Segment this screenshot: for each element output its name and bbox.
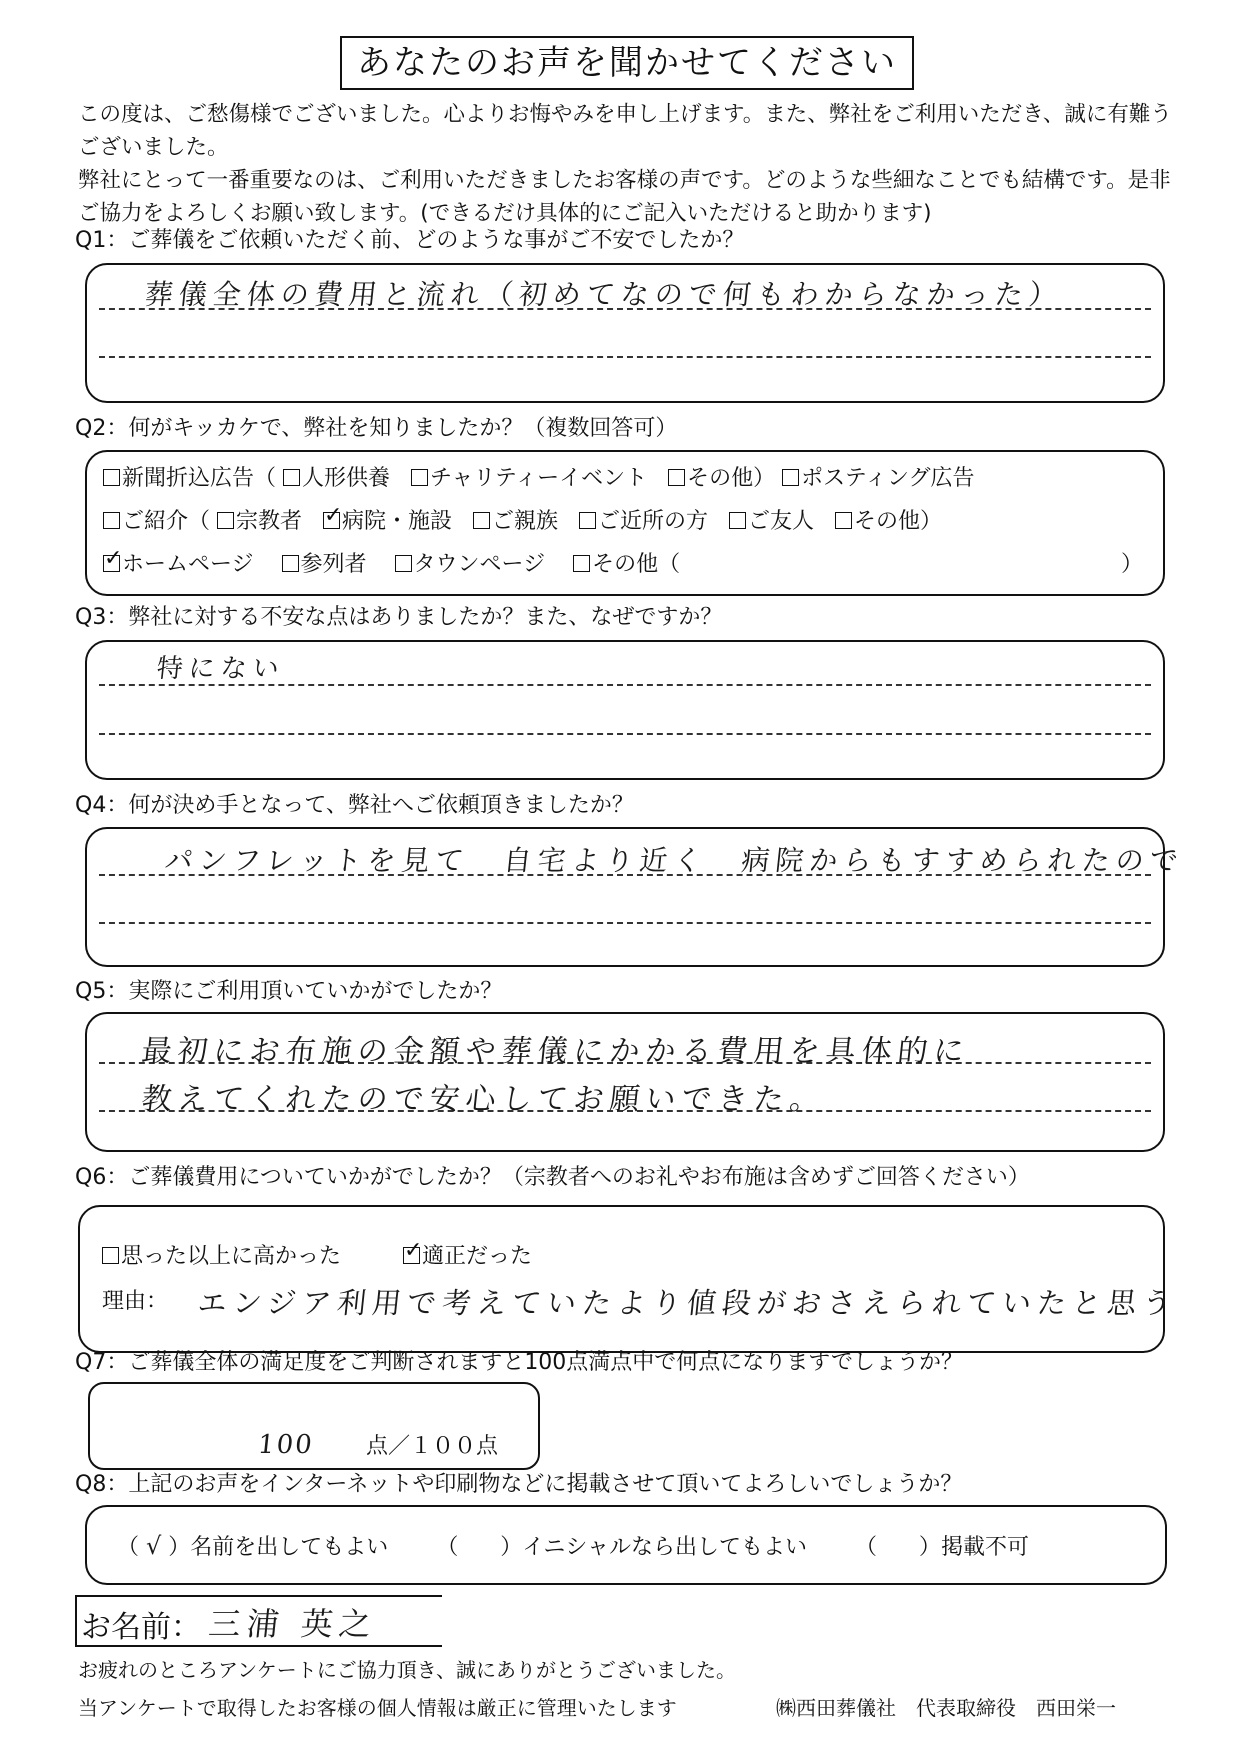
check-mark: √ <box>146 1532 162 1560</box>
q1-question: Q1：ご葬儀をご依頼いただく前、どのような事がご不安でしたか？ <box>75 228 745 253</box>
option-label: 人形供養 <box>302 466 391 491</box>
option-label: 宗教者 <box>236 509 303 534</box>
option-label: 名前を出してもよい <box>190 1535 389 1560</box>
option-label: ご友人 <box>748 509 815 534</box>
option-label: その他） <box>687 466 776 491</box>
checkbox[interactable] <box>473 512 490 529</box>
intro-paragraph-2: 弊社にとって一番重要なのは、ご利用いただきましたお客様の声です。どのような些細なことでも結構です。是非ご協力をよろしくお願い致します。(できるだけ具体的にご記入いただけると助かります) <box>78 168 1171 226</box>
checkbox[interactable] <box>782 469 799 486</box>
q4-answer-box <box>85 827 1186 967</box>
q1-answer: 葬儀全体の費用と流れ（初めてなので何もわからなかった） <box>143 278 1065 311</box>
checkbox[interactable] <box>411 469 428 486</box>
option-label: 適正だった <box>422 1244 533 1269</box>
q5-answer-line-2: 教えてくれたので安心してお願いできた。 <box>139 1082 828 1117</box>
option-label: ポスティング広告 <box>801 466 975 491</box>
q8-option-1[interactable]: （ √ ）名前を出してもよい <box>117 1532 389 1560</box>
q7-score-suffix: 点／１００点 <box>366 1434 499 1459</box>
option-label: ご親族 <box>492 509 559 534</box>
q7-question: Q7：ご葬儀全体の満足度をご判断されますと100点満点中で何点になりますでしょうか？ <box>75 1350 963 1375</box>
option-label: イニシャルなら出してもよい <box>522 1535 807 1560</box>
page-title: あなたのお声を聞かせてください <box>340 36 914 90</box>
q7-score: 100 <box>256 1430 316 1460</box>
option-label: ご近所の方 <box>598 509 709 534</box>
checkbox[interactable] <box>217 512 234 529</box>
q5-question: Q5：実際にご利用頂いていかがでしたか？ <box>75 979 503 1004</box>
option-label: チャリティーイベント <box>430 466 648 491</box>
q2-options-box <box>85 450 1165 596</box>
q8-question: Q8：上記のお声をインターネットや印刷物などに掲載させて頂いてよろしいでしょうか？ <box>75 1472 963 1497</box>
footer-company: ㈱西田葬儀社 代表取締役 西田栄一 <box>776 1696 1116 1720</box>
q8-option-3[interactable]: （ ）掲載不可 <box>854 1535 1029 1560</box>
q8-options-box <box>85 1505 1167 1585</box>
q5-answer-box <box>85 1012 1165 1152</box>
checkbox[interactable] <box>395 555 412 572</box>
q8-options <box>117 1531 1029 1563</box>
option-label: 参列者 <box>300 552 367 577</box>
option-label: 思った以上に高かった <box>121 1244 342 1269</box>
answer-line <box>99 733 1151 735</box>
checkbox[interactable] <box>579 512 596 529</box>
q3-answer-box <box>85 640 1165 780</box>
q4-question: Q4：何が決め手となって、弊社へご依頼頂きましたか？ <box>75 793 634 818</box>
q2-row-3 <box>103 550 1143 580</box>
footer-thanks: お疲れのところアンケートにご協力頂き、誠にありがとうございました。 <box>78 1658 736 1682</box>
intro-paragraph-1: この度は、ご愁傷様でございました。心よりお悔やみを申し上げます。また、弊社をご利用いただき、誠に有難うございました。 <box>78 102 1172 160</box>
q6-options <box>102 1242 532 1272</box>
name-value: 三浦 英之 <box>206 1605 379 1643</box>
option-label: ご紹介（ <box>122 509 211 534</box>
checkbox-checked[interactable] <box>323 512 340 529</box>
q6-reason-label: 理由： <box>102 1289 169 1314</box>
q6-answer-box <box>78 1205 1179 1353</box>
option-label: その他） <box>854 509 943 534</box>
checkbox[interactable] <box>103 512 120 529</box>
footer-privacy: 当アンケートで取得したお客様の個人情報は厳正に管理いたします <box>78 1696 677 1720</box>
checkbox[interactable] <box>283 469 300 486</box>
checkbox[interactable] <box>668 469 685 486</box>
q3-answer: 特にない <box>155 654 287 684</box>
name-label: お名前： <box>81 1610 201 1645</box>
checkbox-checked[interactable] <box>103 555 120 572</box>
q6-reason: エンジア利用で考えていたより値段がおさえられていたと思う <box>196 1286 1179 1320</box>
q4-answer: パンフレットを見て 自宅より近く 病院からもすすめられたので <box>163 844 1186 877</box>
checkbox[interactable] <box>103 469 120 486</box>
q3-question: Q3：弊社に対する不安な点はありましたか？また、なぜですか？ <box>75 605 723 630</box>
checkbox-checked[interactable] <box>403 1247 420 1264</box>
option-label: ホームページ <box>122 552 254 577</box>
checkbox[interactable] <box>282 555 299 572</box>
answer-line <box>99 922 1151 924</box>
q8-option-2[interactable]: （ ）イニシャルなら出してもよい <box>436 1535 807 1560</box>
q7-score-box <box>88 1382 540 1470</box>
intro-text <box>78 98 1178 230</box>
q2-row-1 <box>103 464 975 494</box>
checkbox[interactable] <box>835 512 852 529</box>
option-label: タウンページ <box>413 552 546 577</box>
q5-answer-line-1: 最初にお布施の金額や葬儀にかかる費用を具体的に <box>139 1034 972 1069</box>
q2-question: Q2：何がキッカケで、弊社を知りましたか？（複数回答可） <box>75 416 678 441</box>
q1-answer-box <box>85 263 1165 403</box>
option-label: その他（ <box>592 552 681 577</box>
q6-question: Q6：ご葬儀費用についていかがでしたか？（宗教者へのお礼やお布施は含めずご回答ください） <box>75 1165 1030 1190</box>
option-label: 掲載不可 <box>940 1535 1029 1560</box>
option-label: ） <box>1120 552 1143 577</box>
checkbox[interactable] <box>102 1247 119 1264</box>
q2-row-2 <box>103 507 942 537</box>
name-field <box>75 1595 442 1647</box>
answer-line <box>99 356 1151 358</box>
option-label: 病院・施設 <box>342 509 453 534</box>
checkbox[interactable] <box>729 512 746 529</box>
option-label: 新聞折込広告（ <box>122 466 277 491</box>
checkbox[interactable] <box>573 555 590 572</box>
